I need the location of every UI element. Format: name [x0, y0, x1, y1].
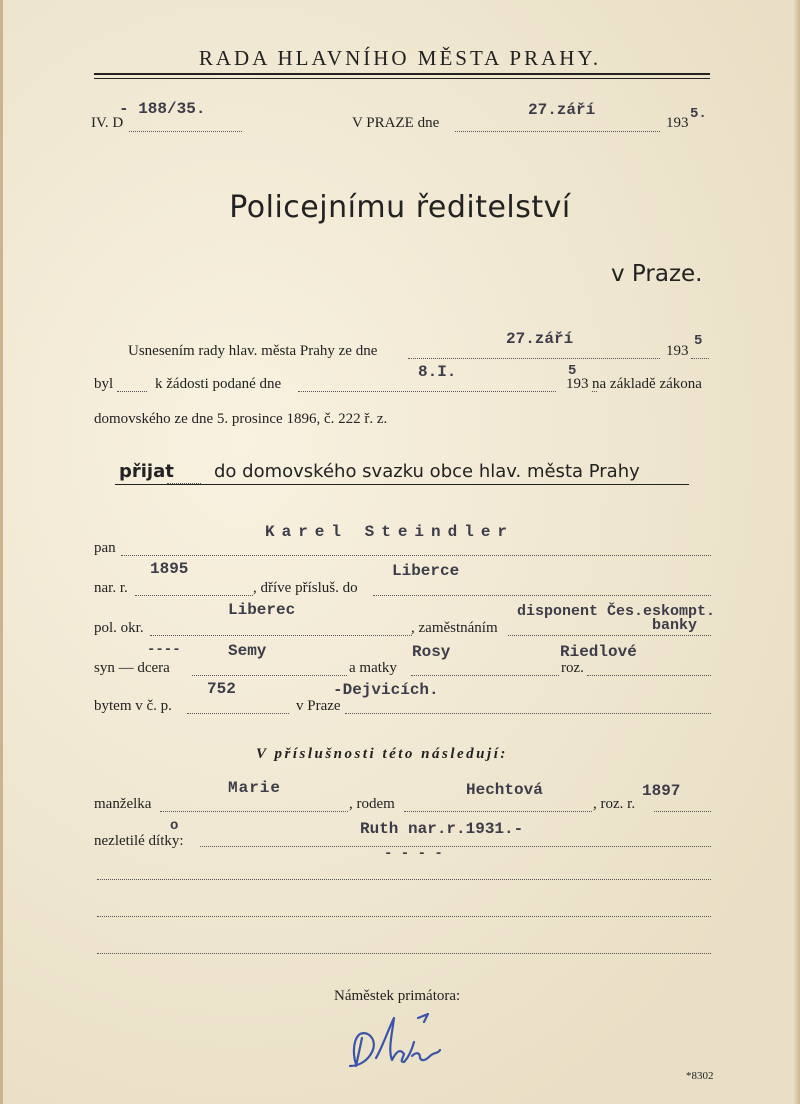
name-line	[121, 555, 711, 556]
pan-label: pan	[94, 540, 116, 556]
resolution-byl: byl	[94, 376, 114, 392]
resolution-year-prefix: 193	[666, 343, 689, 359]
form-number: *8302	[686, 1070, 714, 1082]
person-name: Karel Steindler	[265, 523, 515, 541]
former-affiliation-label: , dříve přísluš. do	[253, 580, 358, 596]
mother-line	[411, 675, 559, 676]
law-reference: domovského ze dne 5. prosince 1896, č. 222 ř. z.	[94, 411, 388, 427]
blank-line-3	[97, 953, 711, 954]
blank-line-1	[97, 879, 711, 880]
request-year-prefix: 193	[566, 376, 589, 392]
wife-born-line	[654, 811, 711, 812]
page-left-edge	[0, 0, 3, 1104]
wife-maiden-line	[404, 811, 592, 812]
mother-name: Rosy	[412, 643, 451, 661]
handwritten-signature	[342, 1008, 452, 1072]
wife-name: Marie	[228, 779, 282, 797]
mother-label: a matky	[349, 660, 397, 676]
mother-maiden: Riedlové	[560, 643, 637, 661]
request-year-digit: 5	[568, 363, 577, 379]
decision-accepted: přijat	[119, 461, 174, 482]
children-mark: o	[170, 818, 179, 834]
district: Liberec	[228, 601, 296, 619]
prague-district-line	[345, 713, 711, 714]
law-basis-text: na základě zákona	[592, 376, 702, 392]
child-label: syn — dcera	[94, 660, 170, 676]
request-date-line	[298, 391, 556, 392]
wife-born-label: , roz. r.	[593, 796, 636, 812]
request-date: 8.I.	[418, 363, 457, 381]
signature-label: Náměstek primátora:	[334, 988, 461, 1004]
born-label: nar. r.	[94, 580, 128, 596]
followers-heading: V příslušnosti této následují:	[256, 746, 508, 762]
resolution-year-line	[691, 358, 709, 359]
residence-label: bytem v č. p.	[94, 698, 172, 714]
wife-maiden-label: , rodem	[349, 796, 395, 812]
byl-line	[117, 391, 147, 392]
wife-born-year: 1897	[642, 782, 681, 800]
occupation-label: , zaměstnáním	[411, 620, 498, 636]
date-typed: 27.září	[528, 101, 596, 119]
former-place: Liberce	[392, 562, 460, 580]
prague-label: v Praze	[296, 698, 341, 714]
request-text: k žádosti podané dne	[155, 376, 282, 392]
mother-maiden-line	[587, 675, 711, 676]
wife-label: manželka	[94, 796, 152, 812]
born-line	[135, 595, 253, 596]
header-rule-top	[94, 73, 710, 75]
prague-district: -Dejvicích.	[333, 681, 439, 699]
authority-heading: RADA HLAVNÍHO MĚSTA PRAHY.	[198, 46, 602, 70]
date-line	[455, 131, 660, 132]
occupation-line2: banky	[652, 617, 698, 634]
house-number: 752	[207, 680, 236, 698]
header-rule-bottom	[94, 78, 710, 79]
addressee-place: v Praze.	[611, 261, 703, 287]
resolution-text: Usnesením rady hlav. města Prahy ze dne	[128, 343, 378, 359]
addressee-title: Policejnímu ředitelství	[229, 190, 571, 225]
house-number-line	[187, 713, 289, 714]
occupation-line1: disponent Čes.eskompt.	[517, 603, 716, 620]
district-label: pol. okr.	[94, 620, 144, 636]
father-line	[192, 675, 347, 676]
year-prefix: 193	[666, 115, 689, 131]
date-place-label: V PRAZE dne	[352, 115, 440, 131]
year-digit: 5.	[690, 106, 707, 122]
resolution-date-line	[408, 358, 660, 359]
father-name: Semy	[228, 642, 267, 660]
children-dashes: - - - -	[384, 846, 443, 862]
district-line	[150, 635, 412, 636]
wife-name-line	[160, 811, 348, 812]
decision-underline	[115, 484, 689, 485]
reference-label: IV. D	[91, 115, 124, 131]
mother-maiden-label: roz.	[561, 660, 584, 676]
reference-number: - 188/35.	[119, 100, 206, 118]
child-entry: Ruth nar.r.1931.-	[360, 820, 524, 838]
child-dash: ----	[147, 642, 181, 658]
blank-line-2	[97, 916, 711, 917]
decision-text: do domovského svazku obce hlav. města Prahy	[214, 461, 640, 482]
born-year: 1895	[150, 560, 189, 578]
occupation-line	[508, 635, 711, 636]
resolution-year-digit: 5	[694, 333, 703, 349]
page-right-edge	[794, 0, 800, 1104]
resolution-date: 27.září	[506, 330, 574, 348]
children-line	[200, 846, 711, 847]
former-place-line	[373, 595, 711, 596]
children-label: nezletilé dítky:	[94, 833, 184, 849]
reference-line	[129, 131, 242, 132]
wife-maiden: Hechtová	[466, 781, 543, 799]
